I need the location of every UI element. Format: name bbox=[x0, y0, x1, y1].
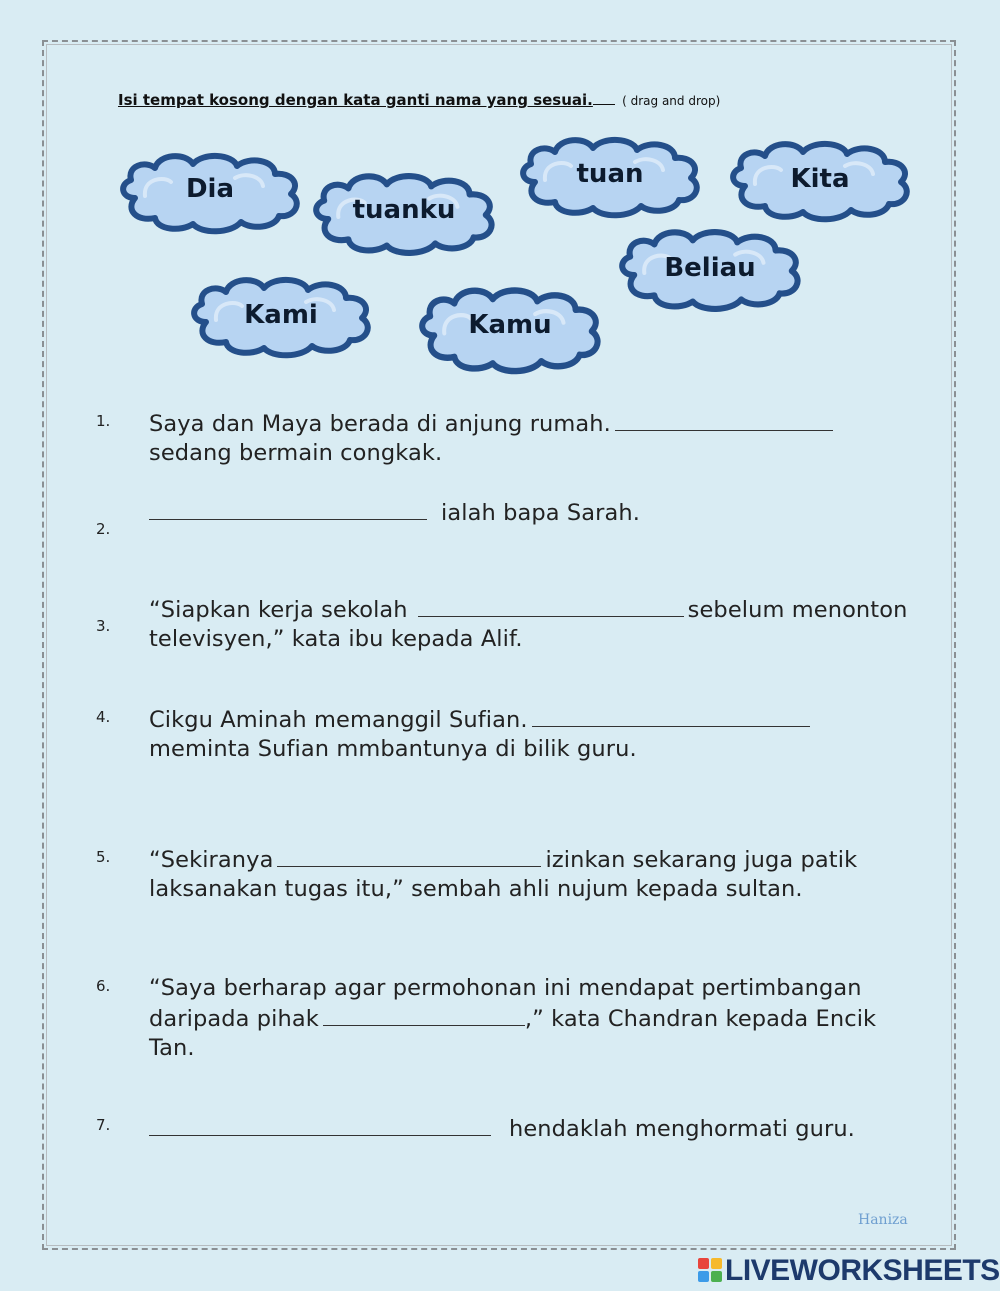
question-2-number: 2. bbox=[96, 520, 111, 538]
question-5-text-before: “Sekiranya bbox=[149, 847, 274, 873]
question-3-line2: televisyen,” kata ibu kepada Alif. bbox=[149, 626, 523, 652]
question-4-line1 bbox=[149, 706, 814, 733]
instruction-sub: ( drag and drop) bbox=[622, 94, 721, 108]
question-7-line1 bbox=[149, 1115, 855, 1142]
question-3-number: 3. bbox=[96, 617, 111, 635]
question-4-text-before: Cikgu Aminah memanggil Sufian. bbox=[149, 707, 528, 733]
instruction bbox=[118, 90, 720, 109]
question-5-number: 5. bbox=[96, 848, 111, 866]
word-kamu: Kamu bbox=[468, 310, 552, 340]
word-cloud-kamu[interactable] bbox=[414, 282, 606, 372]
question-7-number: 7. bbox=[96, 1116, 111, 1134]
question-6-blank[interactable] bbox=[323, 1005, 525, 1026]
question-4-blank[interactable] bbox=[532, 706, 810, 727]
instruction-main: Isi tempat kosong dengan kata ganti nama yang sesuai. bbox=[118, 91, 593, 109]
question-5-blank[interactable] bbox=[277, 846, 541, 867]
question-3-line1 bbox=[149, 596, 907, 623]
question-5-text-after: izinkan sekarang juga patik bbox=[545, 847, 858, 873]
question-3-blank[interactable] bbox=[418, 596, 684, 617]
question-2-line1 bbox=[149, 499, 640, 526]
question-6-line2 bbox=[149, 1005, 876, 1032]
word-cloud-kami[interactable] bbox=[186, 272, 376, 356]
question-1-line1 bbox=[149, 410, 837, 437]
word-cloud-kita[interactable] bbox=[725, 136, 915, 220]
question-4-number: 4. bbox=[96, 708, 111, 726]
word-cloud-dia[interactable] bbox=[115, 148, 305, 234]
question-2-blank[interactable] bbox=[149, 499, 427, 520]
word-beliau: Beliau bbox=[664, 253, 756, 283]
question-6-line3: Tan. bbox=[149, 1035, 195, 1061]
question-6-text-after: ,” kata Chandran kepada Encik bbox=[524, 1006, 877, 1032]
liveworksheets-logo[interactable] bbox=[698, 1256, 1000, 1286]
word-tuanku: tuanku bbox=[352, 195, 456, 225]
question-5-line1 bbox=[149, 846, 857, 873]
question-7-text-after: hendaklah menghormati guru. bbox=[509, 1116, 855, 1142]
question-4-line2: meminta Sufian mmbantunya di bilik guru. bbox=[149, 736, 637, 762]
word-kami: Kami bbox=[244, 300, 318, 330]
question-5-line2: laksanakan tugas itu,” sembah ahli nujum kepada sultan. bbox=[149, 876, 803, 902]
question-6-line1: “Saya berharap agar permohonan ini mendapat pertimbangan bbox=[149, 975, 862, 1001]
question-6-text-before: daripada pihak bbox=[149, 1006, 319, 1032]
question-2-text-after: ialah bapa Sarah. bbox=[441, 500, 641, 526]
question-3-text-before: “Siapkan kerja sekolah bbox=[149, 597, 408, 623]
question-1-line2: sedang bermain congkak. bbox=[149, 440, 443, 466]
liveworksheets-text: LIVEWORKSHEETS bbox=[725, 1254, 1000, 1287]
word-tuan: tuan bbox=[576, 159, 644, 189]
word-cloud-tuanku[interactable] bbox=[308, 168, 500, 256]
question-1-blank[interactable] bbox=[615, 410, 833, 431]
question-1-text-before: Saya dan Maya berada di anjung rumah. bbox=[149, 411, 611, 437]
author-name: Haniza bbox=[858, 1212, 908, 1228]
question-1-number: 1. bbox=[96, 412, 111, 430]
question-3-text-after: sebelum menonton bbox=[687, 597, 908, 623]
liveworksheets-icon bbox=[698, 1258, 722, 1282]
word-kita: Kita bbox=[790, 164, 850, 194]
word-cloud-beliau[interactable] bbox=[614, 224, 806, 310]
question-6-number: 6. bbox=[96, 977, 111, 995]
word-dia: Dia bbox=[185, 174, 235, 204]
question-7-blank[interactable] bbox=[149, 1115, 491, 1136]
word-cloud-tuan[interactable] bbox=[515, 132, 705, 216]
